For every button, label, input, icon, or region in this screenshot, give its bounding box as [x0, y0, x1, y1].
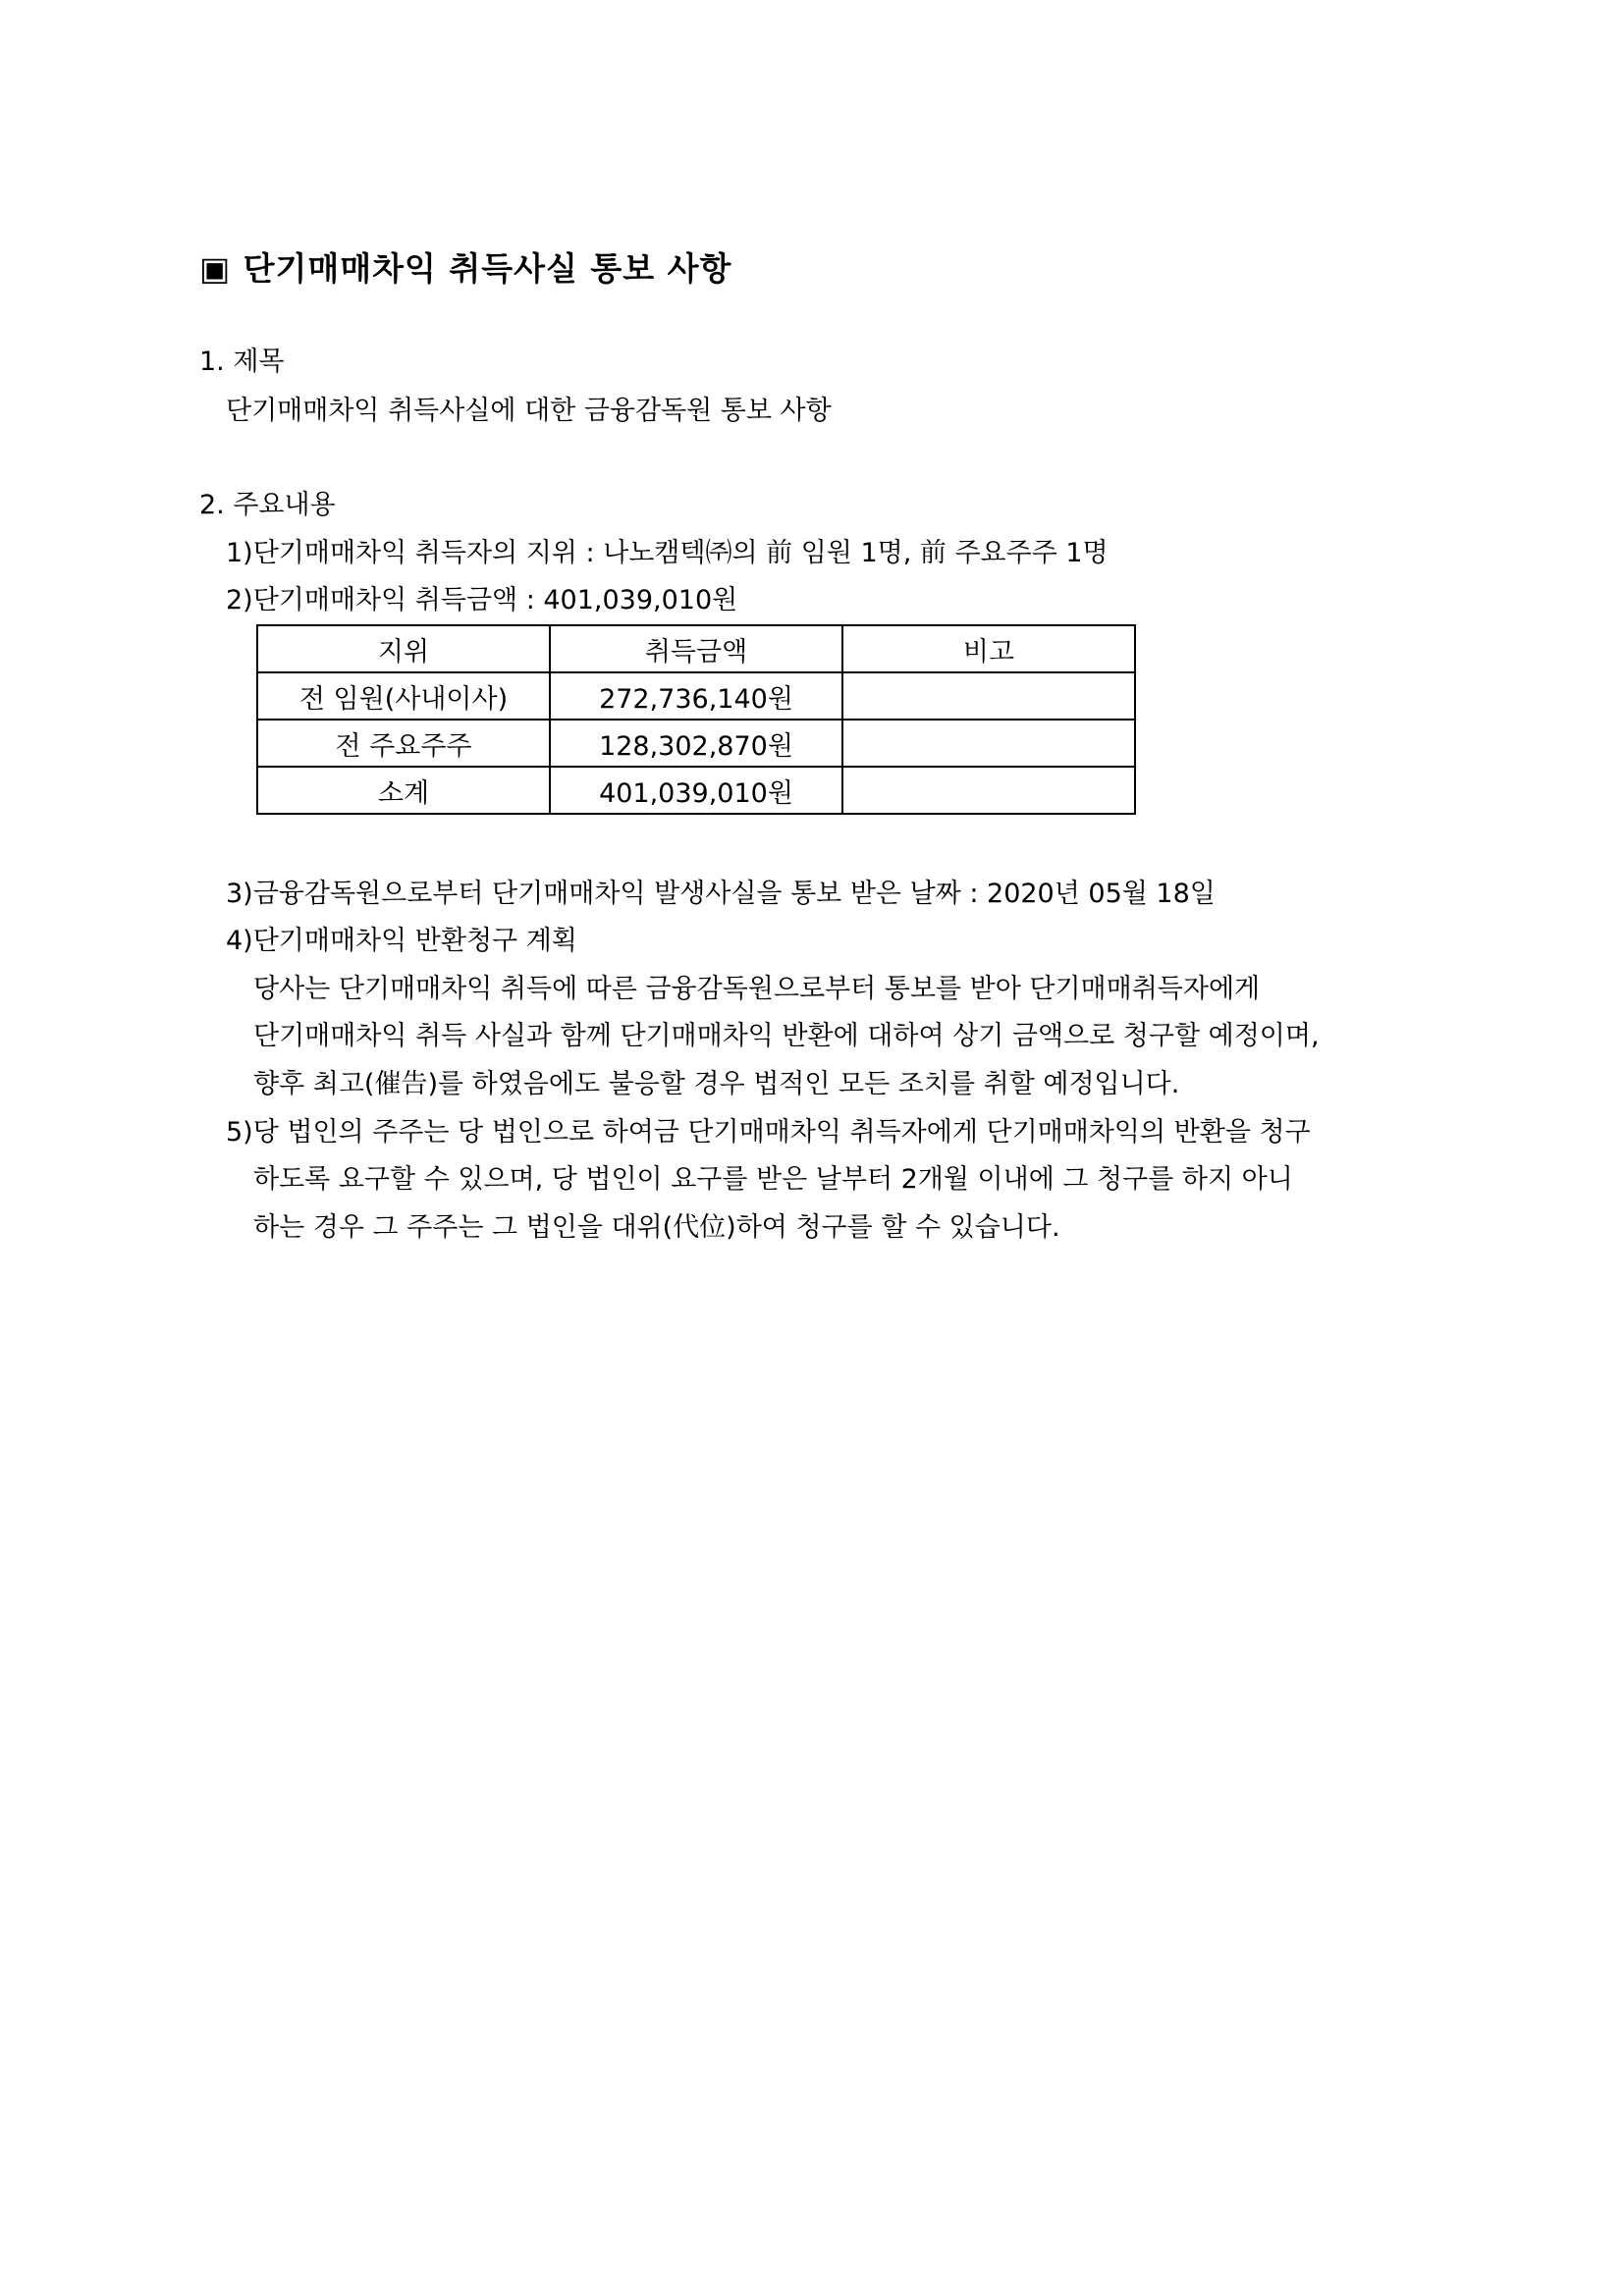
section2-item4-title: 4)단기매매차익 반환청구 계획 — [226, 926, 577, 956]
section1-label: 1. 제목 — [199, 347, 285, 377]
table-header-row — [257, 625, 1135, 672]
table-row — [257, 672, 1135, 720]
table-cell-amount: 128,302,870원 — [550, 720, 842, 767]
table-header-cell: 비고 — [842, 625, 1135, 672]
section2-item5-line: 5)당 법인의 주주는 당 법인으로 하여금 단기매매차익 취득자에게 단기매매차익의 반환을 청구 — [226, 1117, 1311, 1148]
table-cell-note — [842, 672, 1135, 720]
section2-item1: 1)단기매매차익 취득자의 지위 : 나노캠텍㈜의 前 임원 1명, 前 주요주주 1명 — [226, 538, 1109, 568]
table-header-cell: 취득금액 — [550, 625, 842, 672]
section2-item5-line: 하는 경우 그 주주는 그 법인을 대위(代位)하여 청구를 할 수 있습니다. — [253, 1212, 1060, 1243]
acquisition-table — [256, 624, 1136, 815]
section2-item4-line: 향후 최고(催告)를 하였음에도 불응할 경우 법적인 모든 조치를 취할 예정입니다. — [253, 1069, 1180, 1099]
table-cell-position: 전 주요주주 — [257, 720, 550, 767]
table-cell-note — [842, 767, 1135, 814]
table-cell-position: 전 임원(사내이사) — [257, 672, 550, 720]
table-row-subtotal — [257, 767, 1135, 814]
table-cell-position: 소계 — [257, 767, 550, 814]
table-cell-note — [842, 720, 1135, 767]
document-heading: ▣ 단기매매차익 취득사실 통보 사항 — [199, 249, 732, 288]
section2-label: 2. 주요내용 — [199, 490, 336, 520]
section2-item3: 3)금융감독원으로부터 단기매매차익 발생사실을 통보 받은 날짜 : 2020년 05월 18일 — [226, 879, 1216, 909]
table-cell-amount: 272,736,140원 — [550, 672, 842, 720]
table-header-cell: 지위 — [257, 625, 550, 672]
section2-item4-line: 단기매매차익 취득 사실과 함께 단기매매차익 반환에 대하여 상기 금액으로 청구할 예정이며, — [253, 1021, 1320, 1051]
table-cell-amount: 401,039,010원 — [550, 767, 842, 814]
section2-item2: 2)단기매매차익 취득금액 : 401,039,010원 — [226, 585, 738, 615]
table-row — [257, 720, 1135, 767]
section1-body: 단기매매차익 취득사실에 대한 금융감독원 통보 사항 — [226, 396, 832, 426]
section2-item5-line: 하도록 요구할 수 있으며, 당 법인이 요구를 받은 날부터 2개월 이내에 그 청구를 하지 아니 — [253, 1164, 1293, 1195]
section2-item4-line: 당사는 단기매매차익 취득에 따른 금융감독원으로부터 통보를 받아 단기매매취득자에게 — [253, 974, 1261, 1004]
